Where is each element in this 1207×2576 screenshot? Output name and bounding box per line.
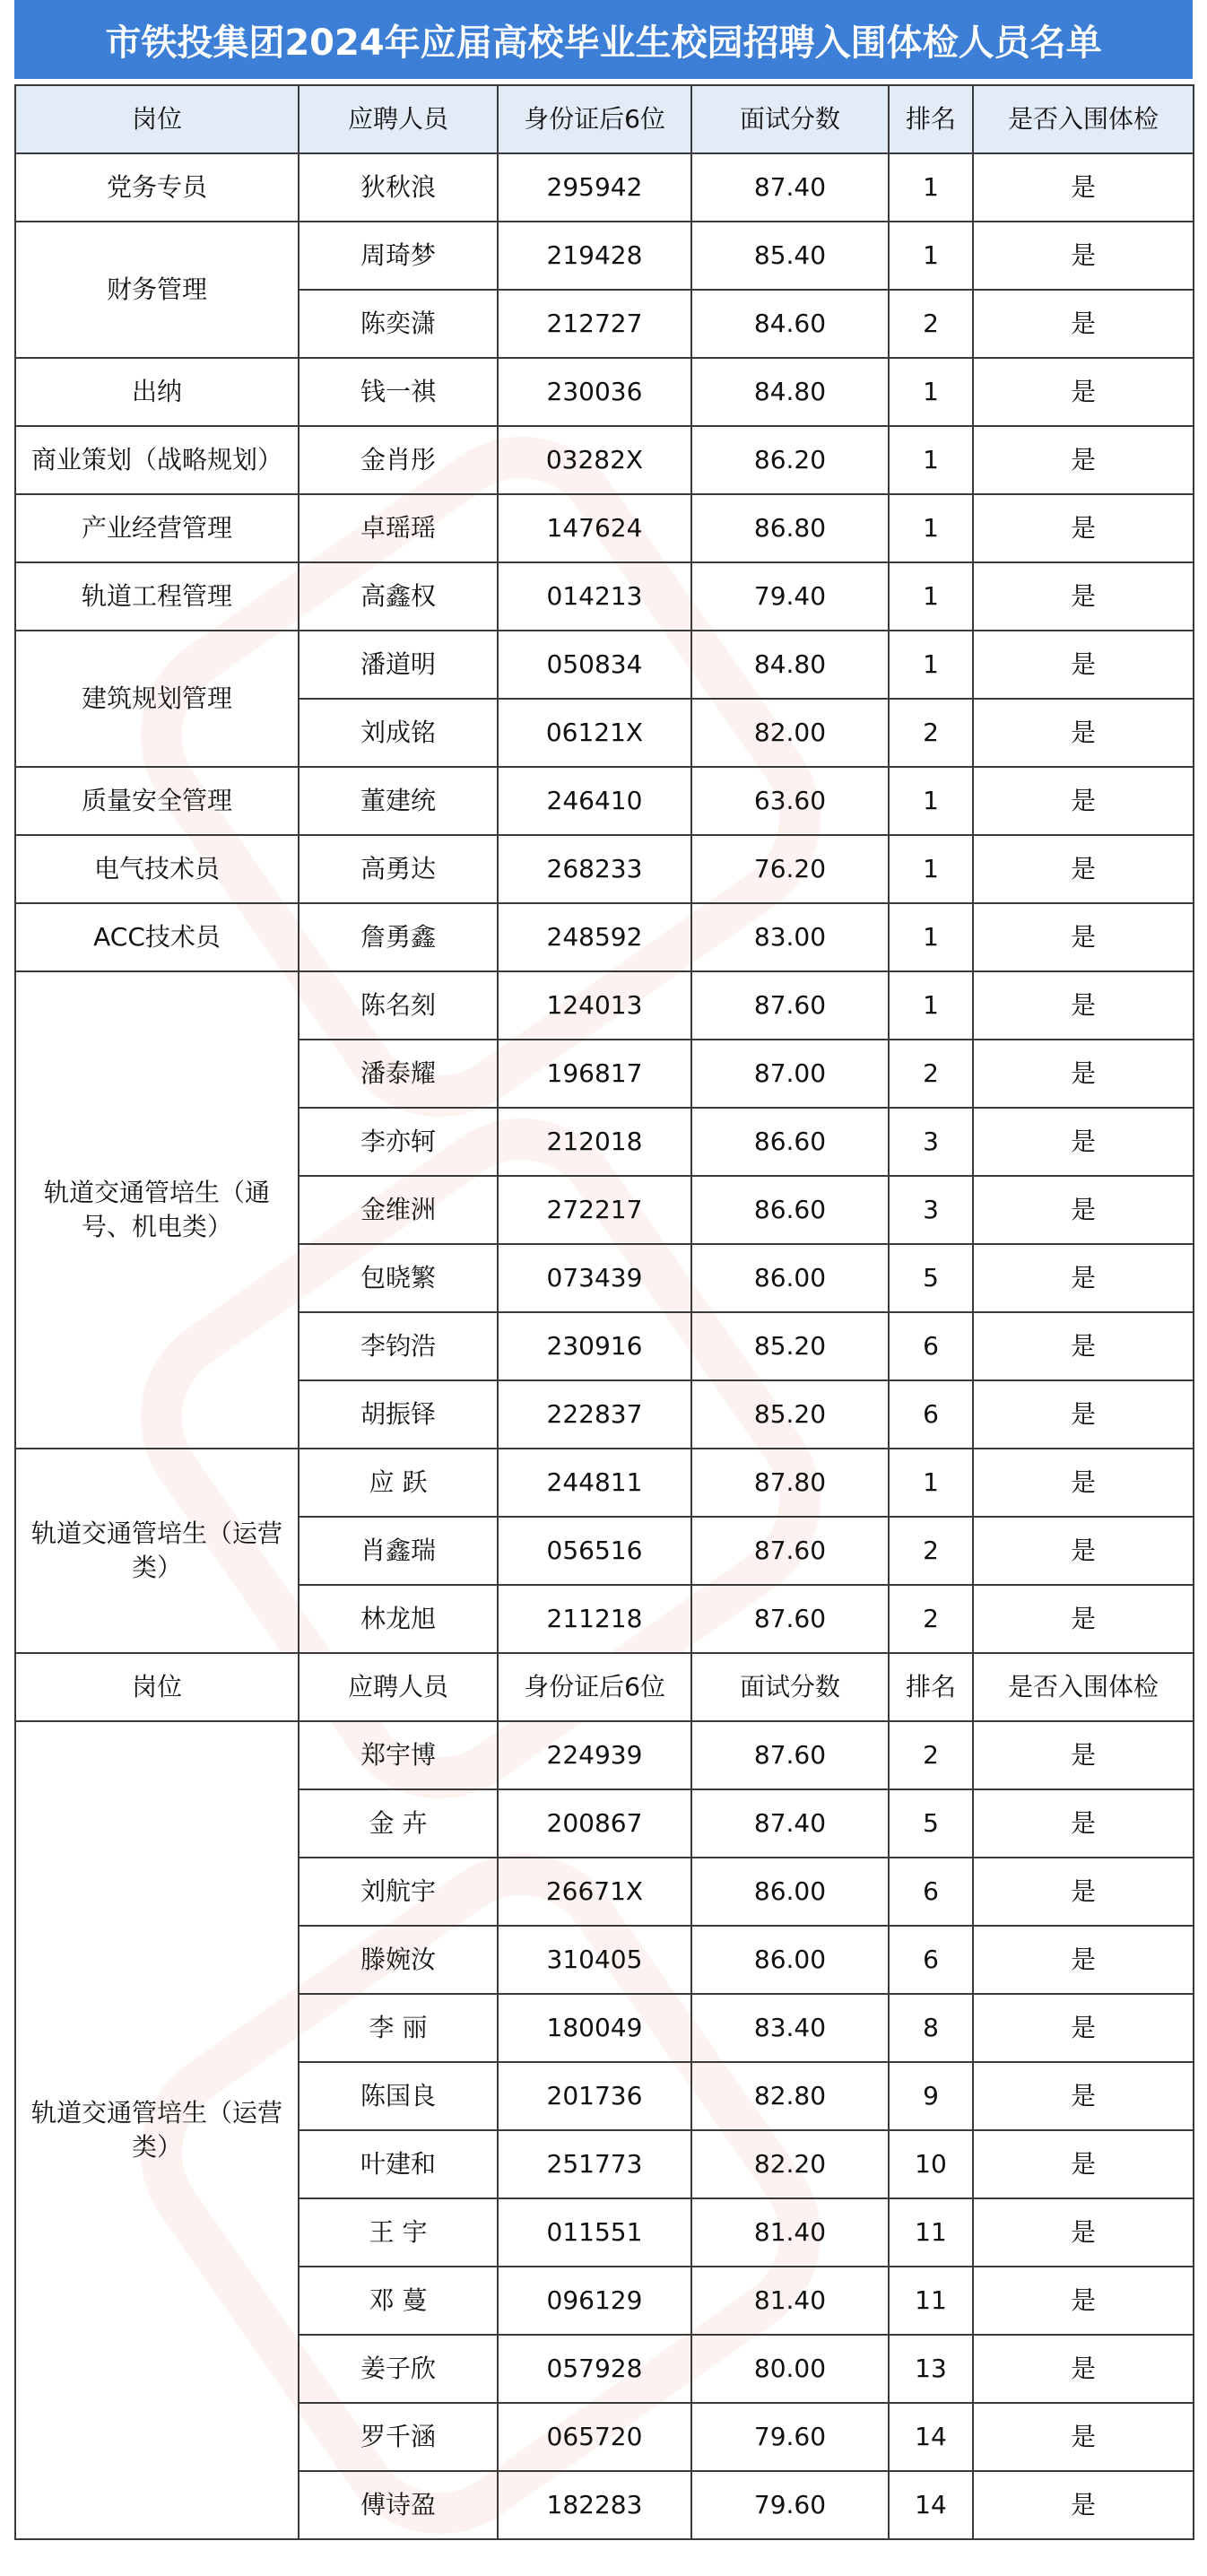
physical-exam-status: 是 bbox=[973, 1789, 1194, 1858]
rank: 2 bbox=[889, 1517, 973, 1585]
applicant-name: 陈奕潇 bbox=[299, 290, 498, 358]
table-row bbox=[15, 835, 1194, 903]
applicant-name: 王 宇 bbox=[299, 2198, 498, 2267]
applicant-name: 郑宇博 bbox=[299, 1721, 498, 1789]
id-last6: 057928 bbox=[498, 2335, 691, 2403]
physical-exam-status: 是 bbox=[973, 1244, 1194, 1312]
id-last6: 246410 bbox=[498, 767, 691, 835]
interview-score: 79.60 bbox=[691, 2471, 889, 2539]
id-last6: 065720 bbox=[498, 2403, 691, 2471]
physical-exam-status: 是 bbox=[973, 562, 1194, 631]
candidate-table bbox=[14, 84, 1194, 2540]
interview-score: 86.80 bbox=[691, 494, 889, 562]
table-header-row bbox=[15, 85, 1194, 153]
rank: 2 bbox=[889, 290, 973, 358]
interview-score: 85.20 bbox=[691, 1380, 889, 1449]
applicant-name: 高鑫权 bbox=[299, 562, 498, 631]
rank: 1 bbox=[889, 562, 973, 631]
rank: 1 bbox=[889, 631, 973, 699]
id-last6: 230916 bbox=[498, 1312, 691, 1380]
physical-exam-status: 是 bbox=[973, 153, 1194, 222]
physical-exam-status: 是 bbox=[973, 1721, 1194, 1789]
interview-score: 76.20 bbox=[691, 835, 889, 903]
interview-score: 81.40 bbox=[691, 2198, 889, 2267]
interview-score: 86.60 bbox=[691, 1108, 889, 1176]
applicant-name: 潘泰耀 bbox=[299, 1040, 498, 1108]
applicant-name: 姜子欣 bbox=[299, 2335, 498, 2403]
id-last6: 251773 bbox=[498, 2130, 691, 2198]
physical-exam-status: 是 bbox=[973, 1108, 1194, 1176]
applicant-name: 叶建和 bbox=[299, 2130, 498, 2198]
physical-exam-status: 是 bbox=[973, 2062, 1194, 2130]
applicant-name: 高勇达 bbox=[299, 835, 498, 903]
interview-score: 85.40 bbox=[691, 222, 889, 290]
position-cell: 财务管理 bbox=[15, 222, 299, 358]
column-header: 面试分数 bbox=[691, 1653, 889, 1721]
physical-exam-status: 是 bbox=[973, 426, 1194, 494]
column-header: 是否入围体检 bbox=[973, 1653, 1194, 1721]
physical-exam-status: 是 bbox=[973, 1585, 1194, 1653]
physical-exam-status: 是 bbox=[973, 1858, 1194, 1926]
physical-exam-status: 是 bbox=[973, 358, 1194, 426]
rank: 1 bbox=[889, 494, 973, 562]
applicant-name: 胡振铎 bbox=[299, 1380, 498, 1449]
physical-exam-status: 是 bbox=[973, 2335, 1194, 2403]
applicant-name: 林龙旭 bbox=[299, 1585, 498, 1653]
position-cell: 电气技术员 bbox=[15, 835, 299, 903]
rank: 6 bbox=[889, 1312, 973, 1380]
interview-score: 82.20 bbox=[691, 2130, 889, 2198]
id-last6: 03282X bbox=[498, 426, 691, 494]
physical-exam-status: 是 bbox=[973, 1517, 1194, 1585]
table-row bbox=[15, 1721, 1194, 1789]
physical-exam-status: 是 bbox=[973, 1449, 1194, 1517]
physical-exam-status: 是 bbox=[973, 222, 1194, 290]
applicant-name: 刘成铭 bbox=[299, 699, 498, 767]
id-last6: 096129 bbox=[498, 2267, 691, 2335]
physical-exam-status: 是 bbox=[973, 2198, 1194, 2267]
rank: 13 bbox=[889, 2335, 973, 2403]
rank: 8 bbox=[889, 1994, 973, 2062]
table-row bbox=[15, 358, 1194, 426]
applicant-name: 李 丽 bbox=[299, 1994, 498, 2062]
rank: 1 bbox=[889, 153, 973, 222]
interview-score: 81.40 bbox=[691, 2267, 889, 2335]
interview-score: 87.60 bbox=[691, 971, 889, 1040]
physical-exam-status: 是 bbox=[973, 971, 1194, 1040]
physical-exam-status: 是 bbox=[973, 835, 1194, 903]
interview-score: 83.00 bbox=[691, 903, 889, 971]
column-header: 身份证后6位 bbox=[498, 1653, 691, 1721]
column-header: 应聘人员 bbox=[299, 85, 498, 153]
physical-exam-status: 是 bbox=[973, 699, 1194, 767]
applicant-name: 刘航宇 bbox=[299, 1858, 498, 1926]
id-last6: 196817 bbox=[498, 1040, 691, 1108]
id-last6: 272217 bbox=[498, 1176, 691, 1244]
applicant-name: 潘道明 bbox=[299, 631, 498, 699]
applicant-name: 邓 蔓 bbox=[299, 2267, 498, 2335]
rank: 2 bbox=[889, 1040, 973, 1108]
id-last6: 200867 bbox=[498, 1789, 691, 1858]
interview-score: 87.40 bbox=[691, 1789, 889, 1858]
rank: 1 bbox=[889, 903, 973, 971]
id-last6: 268233 bbox=[498, 835, 691, 903]
applicant-name: 陈国良 bbox=[299, 2062, 498, 2130]
physical-exam-status: 是 bbox=[973, 1312, 1194, 1380]
applicant-name: 包晓繁 bbox=[299, 1244, 498, 1312]
id-last6: 211218 bbox=[498, 1585, 691, 1653]
table-row bbox=[15, 971, 1194, 1040]
interview-score: 87.80 bbox=[691, 1449, 889, 1517]
id-last6: 073439 bbox=[498, 1244, 691, 1312]
interview-score: 86.00 bbox=[691, 1244, 889, 1312]
id-last6: 06121X bbox=[498, 699, 691, 767]
position-cell: 质量安全管理 bbox=[15, 767, 299, 835]
physical-exam-status: 是 bbox=[973, 2130, 1194, 2198]
rank: 3 bbox=[889, 1108, 973, 1176]
page-title: 市铁投集团2024年应届高校毕业生校园招聘入围体检人员名单 bbox=[14, 0, 1193, 79]
rank: 6 bbox=[889, 1858, 973, 1926]
rank: 1 bbox=[889, 971, 973, 1040]
interview-score: 84.60 bbox=[691, 290, 889, 358]
rank: 5 bbox=[889, 1244, 973, 1312]
interview-score: 87.00 bbox=[691, 1040, 889, 1108]
interview-score: 85.20 bbox=[691, 1312, 889, 1380]
applicant-name: 金维洲 bbox=[299, 1176, 498, 1244]
physical-exam-status: 是 bbox=[973, 1380, 1194, 1449]
physical-exam-status: 是 bbox=[973, 2471, 1194, 2539]
applicant-name: 金肖彤 bbox=[299, 426, 498, 494]
rank: 9 bbox=[889, 2062, 973, 2130]
rank: 2 bbox=[889, 1721, 973, 1789]
interview-score: 79.40 bbox=[691, 562, 889, 631]
interview-score: 86.60 bbox=[691, 1176, 889, 1244]
position-cell: ACC技术员 bbox=[15, 903, 299, 971]
interview-score: 79.60 bbox=[691, 2403, 889, 2471]
applicant-name: 傅诗盈 bbox=[299, 2471, 498, 2539]
position-cell: 产业经营管理 bbox=[15, 494, 299, 562]
id-last6: 201736 bbox=[498, 2062, 691, 2130]
column-header: 是否入围体检 bbox=[973, 85, 1194, 153]
position-cell: 轨道交通管培生（运营类） bbox=[15, 1721, 299, 2539]
applicant-name: 滕婉汝 bbox=[299, 1926, 498, 1994]
id-last6: 014213 bbox=[498, 562, 691, 631]
id-last6: 224939 bbox=[498, 1721, 691, 1789]
interview-score: 87.60 bbox=[691, 1721, 889, 1789]
id-last6: 219428 bbox=[498, 222, 691, 290]
physical-exam-status: 是 bbox=[973, 290, 1194, 358]
interview-score: 86.20 bbox=[691, 426, 889, 494]
rank: 1 bbox=[889, 222, 973, 290]
rank: 1 bbox=[889, 358, 973, 426]
interview-score: 87.60 bbox=[691, 1585, 889, 1653]
interview-score: 63.60 bbox=[691, 767, 889, 835]
interview-score: 84.80 bbox=[691, 358, 889, 426]
applicant-name: 李亦轲 bbox=[299, 1108, 498, 1176]
rank: 14 bbox=[889, 2471, 973, 2539]
id-last6: 26671X bbox=[498, 1858, 691, 1926]
interview-score: 86.00 bbox=[691, 1858, 889, 1926]
position-cell: 商业策划（战略规划） bbox=[15, 426, 299, 494]
applicant-name: 周琦梦 bbox=[299, 222, 498, 290]
physical-exam-status: 是 bbox=[973, 1994, 1194, 2062]
physical-exam-status: 是 bbox=[973, 631, 1194, 699]
column-header: 排名 bbox=[889, 1653, 973, 1721]
table-row bbox=[15, 1449, 1194, 1517]
table-row bbox=[15, 562, 1194, 631]
table-row bbox=[15, 426, 1194, 494]
id-last6: 230036 bbox=[498, 358, 691, 426]
interview-score: 84.80 bbox=[691, 631, 889, 699]
rank: 11 bbox=[889, 2198, 973, 2267]
applicant-name: 肖鑫瑞 bbox=[299, 1517, 498, 1585]
id-last6: 248592 bbox=[498, 903, 691, 971]
id-last6: 050834 bbox=[498, 631, 691, 699]
table-header-row bbox=[15, 1653, 1194, 1721]
rank: 2 bbox=[889, 1585, 973, 1653]
column-header: 应聘人员 bbox=[299, 1653, 498, 1721]
id-last6: 310405 bbox=[498, 1926, 691, 1994]
physical-exam-status: 是 bbox=[973, 903, 1194, 971]
id-last6: 124013 bbox=[498, 971, 691, 1040]
id-last6: 180049 bbox=[498, 1994, 691, 2062]
applicant-name: 李钧浩 bbox=[299, 1312, 498, 1380]
id-last6: 244811 bbox=[498, 1449, 691, 1517]
physical-exam-status: 是 bbox=[973, 767, 1194, 835]
position-cell: 轨道工程管理 bbox=[15, 562, 299, 631]
id-last6: 011551 bbox=[498, 2198, 691, 2267]
interview-score: 82.80 bbox=[691, 2062, 889, 2130]
physical-exam-status: 是 bbox=[973, 1176, 1194, 1244]
rank: 6 bbox=[889, 1926, 973, 1994]
interview-score: 80.00 bbox=[691, 2335, 889, 2403]
table-row bbox=[15, 153, 1194, 222]
rank: 1 bbox=[889, 1449, 973, 1517]
physical-exam-status: 是 bbox=[973, 1926, 1194, 1994]
id-last6: 182283 bbox=[498, 2471, 691, 2539]
physical-exam-status: 是 bbox=[973, 2267, 1194, 2335]
column-header: 排名 bbox=[889, 85, 973, 153]
table-row bbox=[15, 903, 1194, 971]
column-header: 岗位 bbox=[15, 85, 299, 153]
applicant-name: 罗千涵 bbox=[299, 2403, 498, 2471]
table-row bbox=[15, 767, 1194, 835]
table-row bbox=[15, 494, 1194, 562]
column-header: 面试分数 bbox=[691, 85, 889, 153]
position-cell: 出纳 bbox=[15, 358, 299, 426]
id-last6: 222837 bbox=[498, 1380, 691, 1449]
interview-score: 87.60 bbox=[691, 1517, 889, 1585]
rank: 6 bbox=[889, 1380, 973, 1449]
position-cell: 轨道交通管培生（运营类） bbox=[15, 1449, 299, 1653]
applicant-name: 董建统 bbox=[299, 767, 498, 835]
id-last6: 212018 bbox=[498, 1108, 691, 1176]
column-header: 岗位 bbox=[15, 1653, 299, 1721]
applicant-name: 陈名刻 bbox=[299, 971, 498, 1040]
rank: 2 bbox=[889, 699, 973, 767]
interview-score: 87.40 bbox=[691, 153, 889, 222]
rank: 5 bbox=[889, 1789, 973, 1858]
id-last6: 295942 bbox=[498, 153, 691, 222]
rank: 1 bbox=[889, 426, 973, 494]
applicant-name: 金 卉 bbox=[299, 1789, 498, 1858]
rank: 1 bbox=[889, 835, 973, 903]
position-cell: 建筑规划管理 bbox=[15, 631, 299, 767]
physical-exam-status: 是 bbox=[973, 1040, 1194, 1108]
physical-exam-status: 是 bbox=[973, 2403, 1194, 2471]
rank: 1 bbox=[889, 767, 973, 835]
table-row bbox=[15, 631, 1194, 699]
rank: 11 bbox=[889, 2267, 973, 2335]
column-header: 身份证后6位 bbox=[498, 85, 691, 153]
applicant-name: 钱一祺 bbox=[299, 358, 498, 426]
id-last6: 147624 bbox=[498, 494, 691, 562]
interview-score: 86.00 bbox=[691, 1926, 889, 1994]
position-cell: 党务专员 bbox=[15, 153, 299, 222]
table-row bbox=[15, 222, 1194, 290]
rank: 10 bbox=[889, 2130, 973, 2198]
applicant-name: 詹勇鑫 bbox=[299, 903, 498, 971]
applicant-name: 狄秋浪 bbox=[299, 153, 498, 222]
applicant-name: 卓瑶瑶 bbox=[299, 494, 498, 562]
rank: 14 bbox=[889, 2403, 973, 2471]
physical-exam-status: 是 bbox=[973, 494, 1194, 562]
interview-score: 82.00 bbox=[691, 699, 889, 767]
rank: 3 bbox=[889, 1176, 973, 1244]
interview-score: 83.40 bbox=[691, 1994, 889, 2062]
id-last6: 212727 bbox=[498, 290, 691, 358]
applicant-name: 应 跃 bbox=[299, 1449, 498, 1517]
position-cell: 轨道交通管培生（通号、机电类） bbox=[15, 971, 299, 1449]
id-last6: 056516 bbox=[498, 1517, 691, 1585]
